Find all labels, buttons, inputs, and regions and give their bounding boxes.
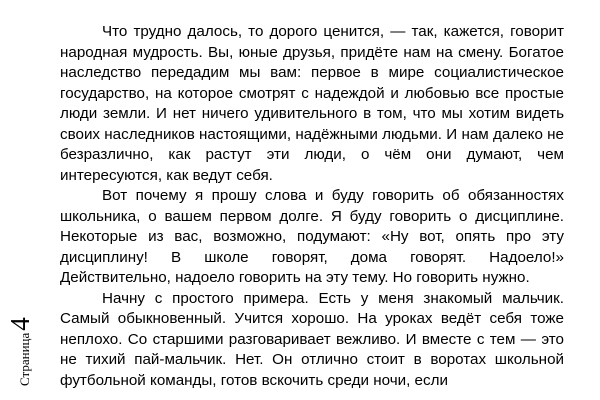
page-word: Страница — [17, 332, 32, 386]
paragraph: Вот почему я прошу слова и буду говорить об обязанностях школьника, о вашем первом долге. Я буду говорить о дисциплине. Некоторые из вас, возможно, подумают: «Ну вот, опять про эту дисциплину! В школе говорят, дома говорят. Надоело!» Действительно, надоело говорить на эту тему. Но говорить нужно. — [60, 187, 564, 286]
paragraph: Начну с простого примера. Есть у меня знакомый мальчик. Самый обыкновенный. Учится хорошо. На уроках ведёт себя тоже неплохо. Со старшими разговаривает вежливо. И вместе с тем — это не тихий пай-мальчик. Нет. Он отлично стоит в воротах школьной футбольной команды, готов вскочить среди ночи, если — [60, 289, 564, 389]
body-text — [60, 22, 564, 391]
page-sidebar — [0, 0, 46, 400]
paragraph: Что трудно далось, то дорого ценится, — так, кажется, говорит народная мудрость. Вы, юные друзья, придёте нам на смену. Богатое наследство передадим мы вам: первое в мире социалистическое государство, на которое смотрят с надеждой и любовью все простые люди земли. И нет ничего удивительного в том, что мы хотим видеть своих наследников настоящими, надёжными людьми. И нам далеко не безразлично, как растут эти люди, о чём они думают, чем интересуются, как ведут себя. — [60, 23, 564, 184]
page-number: 4 — [5, 317, 35, 331]
page-label — [5, 276, 41, 386]
